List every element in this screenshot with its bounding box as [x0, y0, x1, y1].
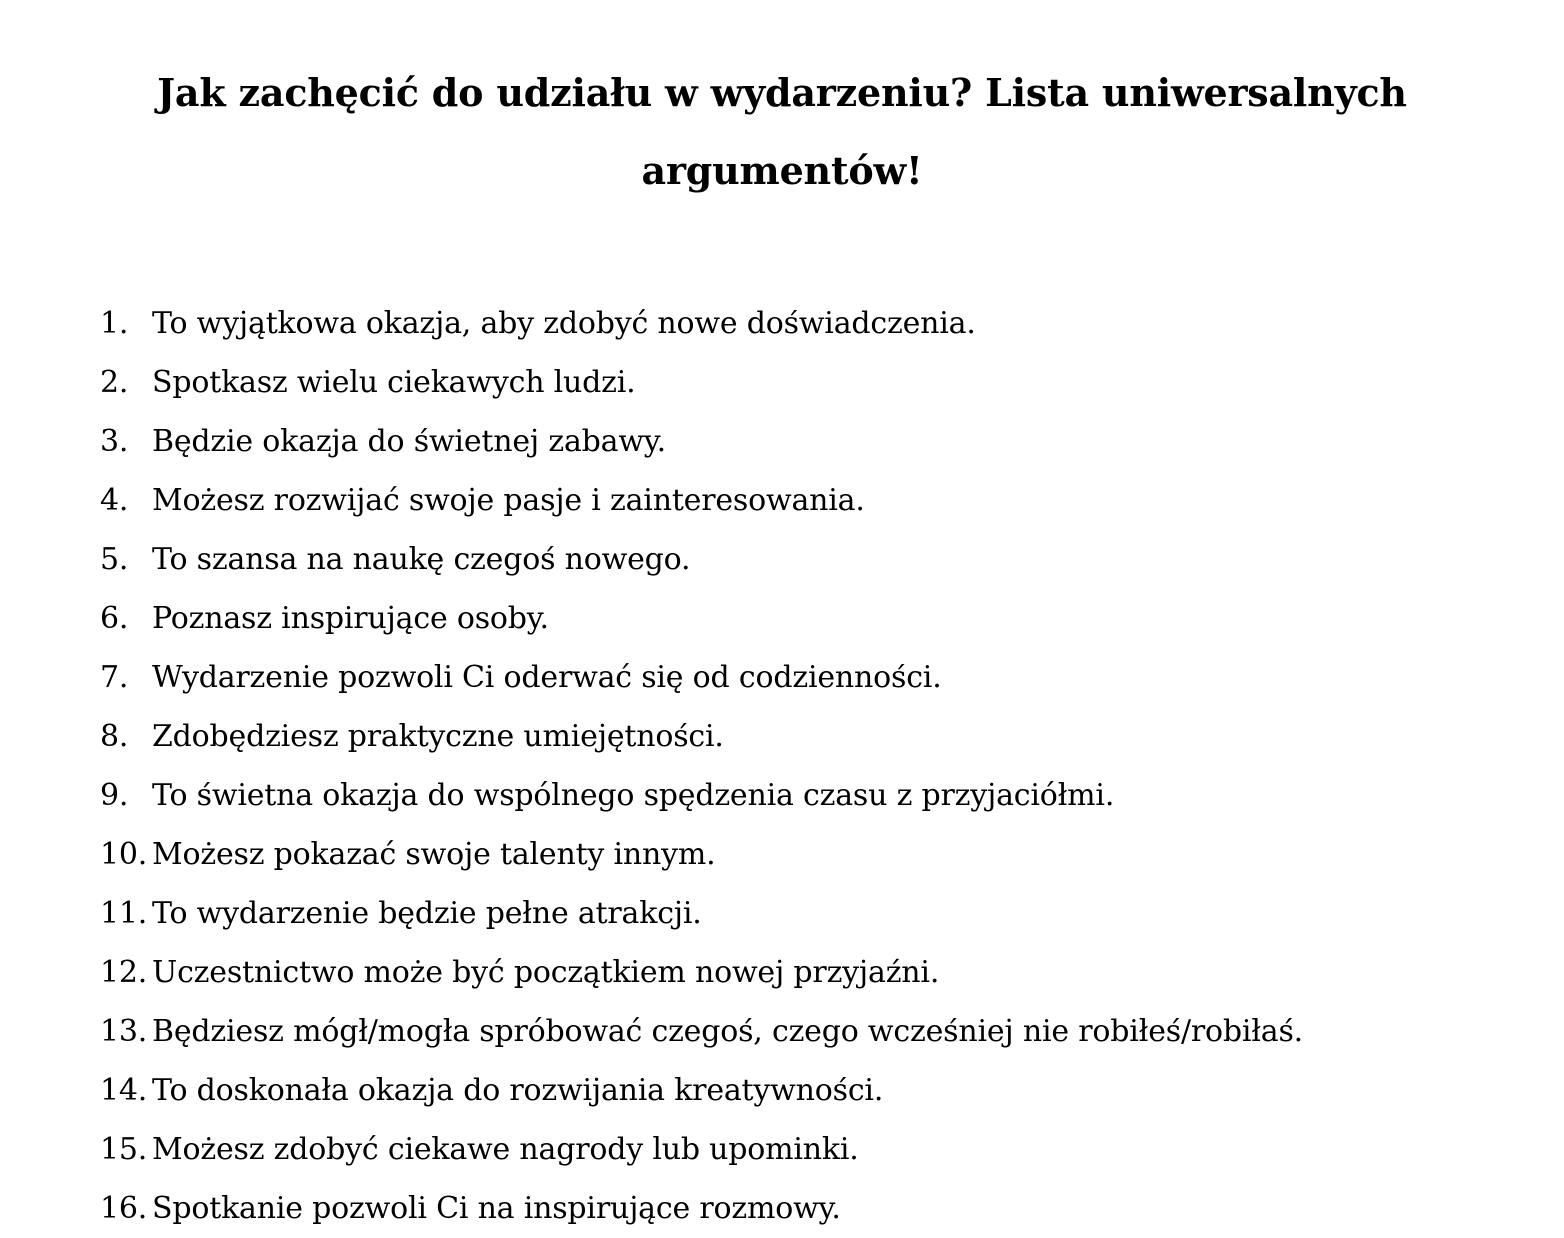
list-item-text: To doskonała okazja do rozwijania kreatywności. — [152, 1073, 884, 1108]
list-item-text: Spotkanie pozwoli Ci na inspirujące rozmowy. — [152, 1191, 841, 1226]
list-item — [0, 648, 1564, 707]
list-item — [0, 1002, 1564, 1061]
list-item-text: To szansa na naukę czegoś nowego. — [152, 542, 691, 577]
list-item-number: 13. — [100, 1014, 148, 1049]
list-item-number: 8. — [100, 719, 129, 754]
list-item-number: 9. — [100, 778, 129, 813]
list-item-text: To wyjątkowa okazja, aby zdobyć nowe doświadczenia. — [152, 306, 976, 341]
list-item — [0, 884, 1564, 943]
list-item — [0, 294, 1564, 353]
argument-list — [0, 294, 1564, 1238]
list-item — [0, 530, 1564, 589]
document-title — [0, 0, 1564, 210]
list-item-text: To świetna okazja do wspólnego spędzenia czasu z przyjaciółmi. — [152, 778, 1115, 813]
list-item — [0, 766, 1564, 825]
list-item-text: Możesz pokazać swoje talenty innym. — [152, 837, 716, 872]
list-item — [0, 825, 1564, 884]
list-item — [0, 943, 1564, 1002]
list-item — [0, 412, 1564, 471]
document-title-line-1: Jak zachęcić do udziału w wydarzeniu? Lista uniwersalnych — [157, 70, 1407, 115]
list-item-text: Zdobędziesz praktyczne umiejętności. — [152, 719, 724, 754]
list-item — [0, 1120, 1564, 1179]
list-item-number: 6. — [100, 601, 129, 636]
list-item-number: 5. — [100, 542, 129, 577]
list-item — [0, 471, 1564, 530]
list-item — [0, 353, 1564, 412]
list-item-number: 16. — [100, 1191, 148, 1226]
list-item — [0, 707, 1564, 766]
list-item-text: Możesz rozwijać swoje pasje i zainteresowania. — [152, 483, 865, 518]
list-item-text: Wydarzenie pozwoli Ci oderwać się od codzienności. — [152, 660, 942, 695]
list-item-text: Poznasz inspirujące osoby. — [152, 601, 549, 636]
list-item — [0, 1179, 1564, 1238]
list-item-number: 4. — [100, 483, 129, 518]
list-item — [0, 1061, 1564, 1120]
list-item-number: 14. — [100, 1073, 148, 1108]
list-item-text: Uczestnictwo może być początkiem nowej przyjaźni. — [152, 955, 940, 990]
list-item-text: Będzie okazja do świetnej zabawy. — [152, 424, 666, 459]
list-item-text: Będziesz mógł/mogła spróbować czegoś, czego wcześniej nie robiłeś/robiłaś. — [152, 1014, 1304, 1049]
list-item-number: 7. — [100, 660, 129, 695]
list-item-number: 12. — [100, 955, 148, 990]
list-item-text: Spotkasz wielu ciekawych ludzi. — [152, 365, 636, 400]
list-item-text: Możesz zdobyć ciekawe nagrody lub upominki. — [152, 1132, 859, 1167]
list-item-number: 1. — [100, 306, 129, 341]
list-item-number: 10. — [100, 837, 148, 872]
list-item-number: 3. — [100, 424, 129, 459]
document-title-line-2: argumentów! — [641, 148, 923, 193]
list-item-number: 11. — [100, 896, 148, 931]
list-item-number: 2. — [100, 365, 129, 400]
list-item-number: 15. — [100, 1132, 148, 1167]
list-item — [0, 589, 1564, 648]
list-item-text: To wydarzenie będzie pełne atrakcji. — [152, 896, 702, 931]
